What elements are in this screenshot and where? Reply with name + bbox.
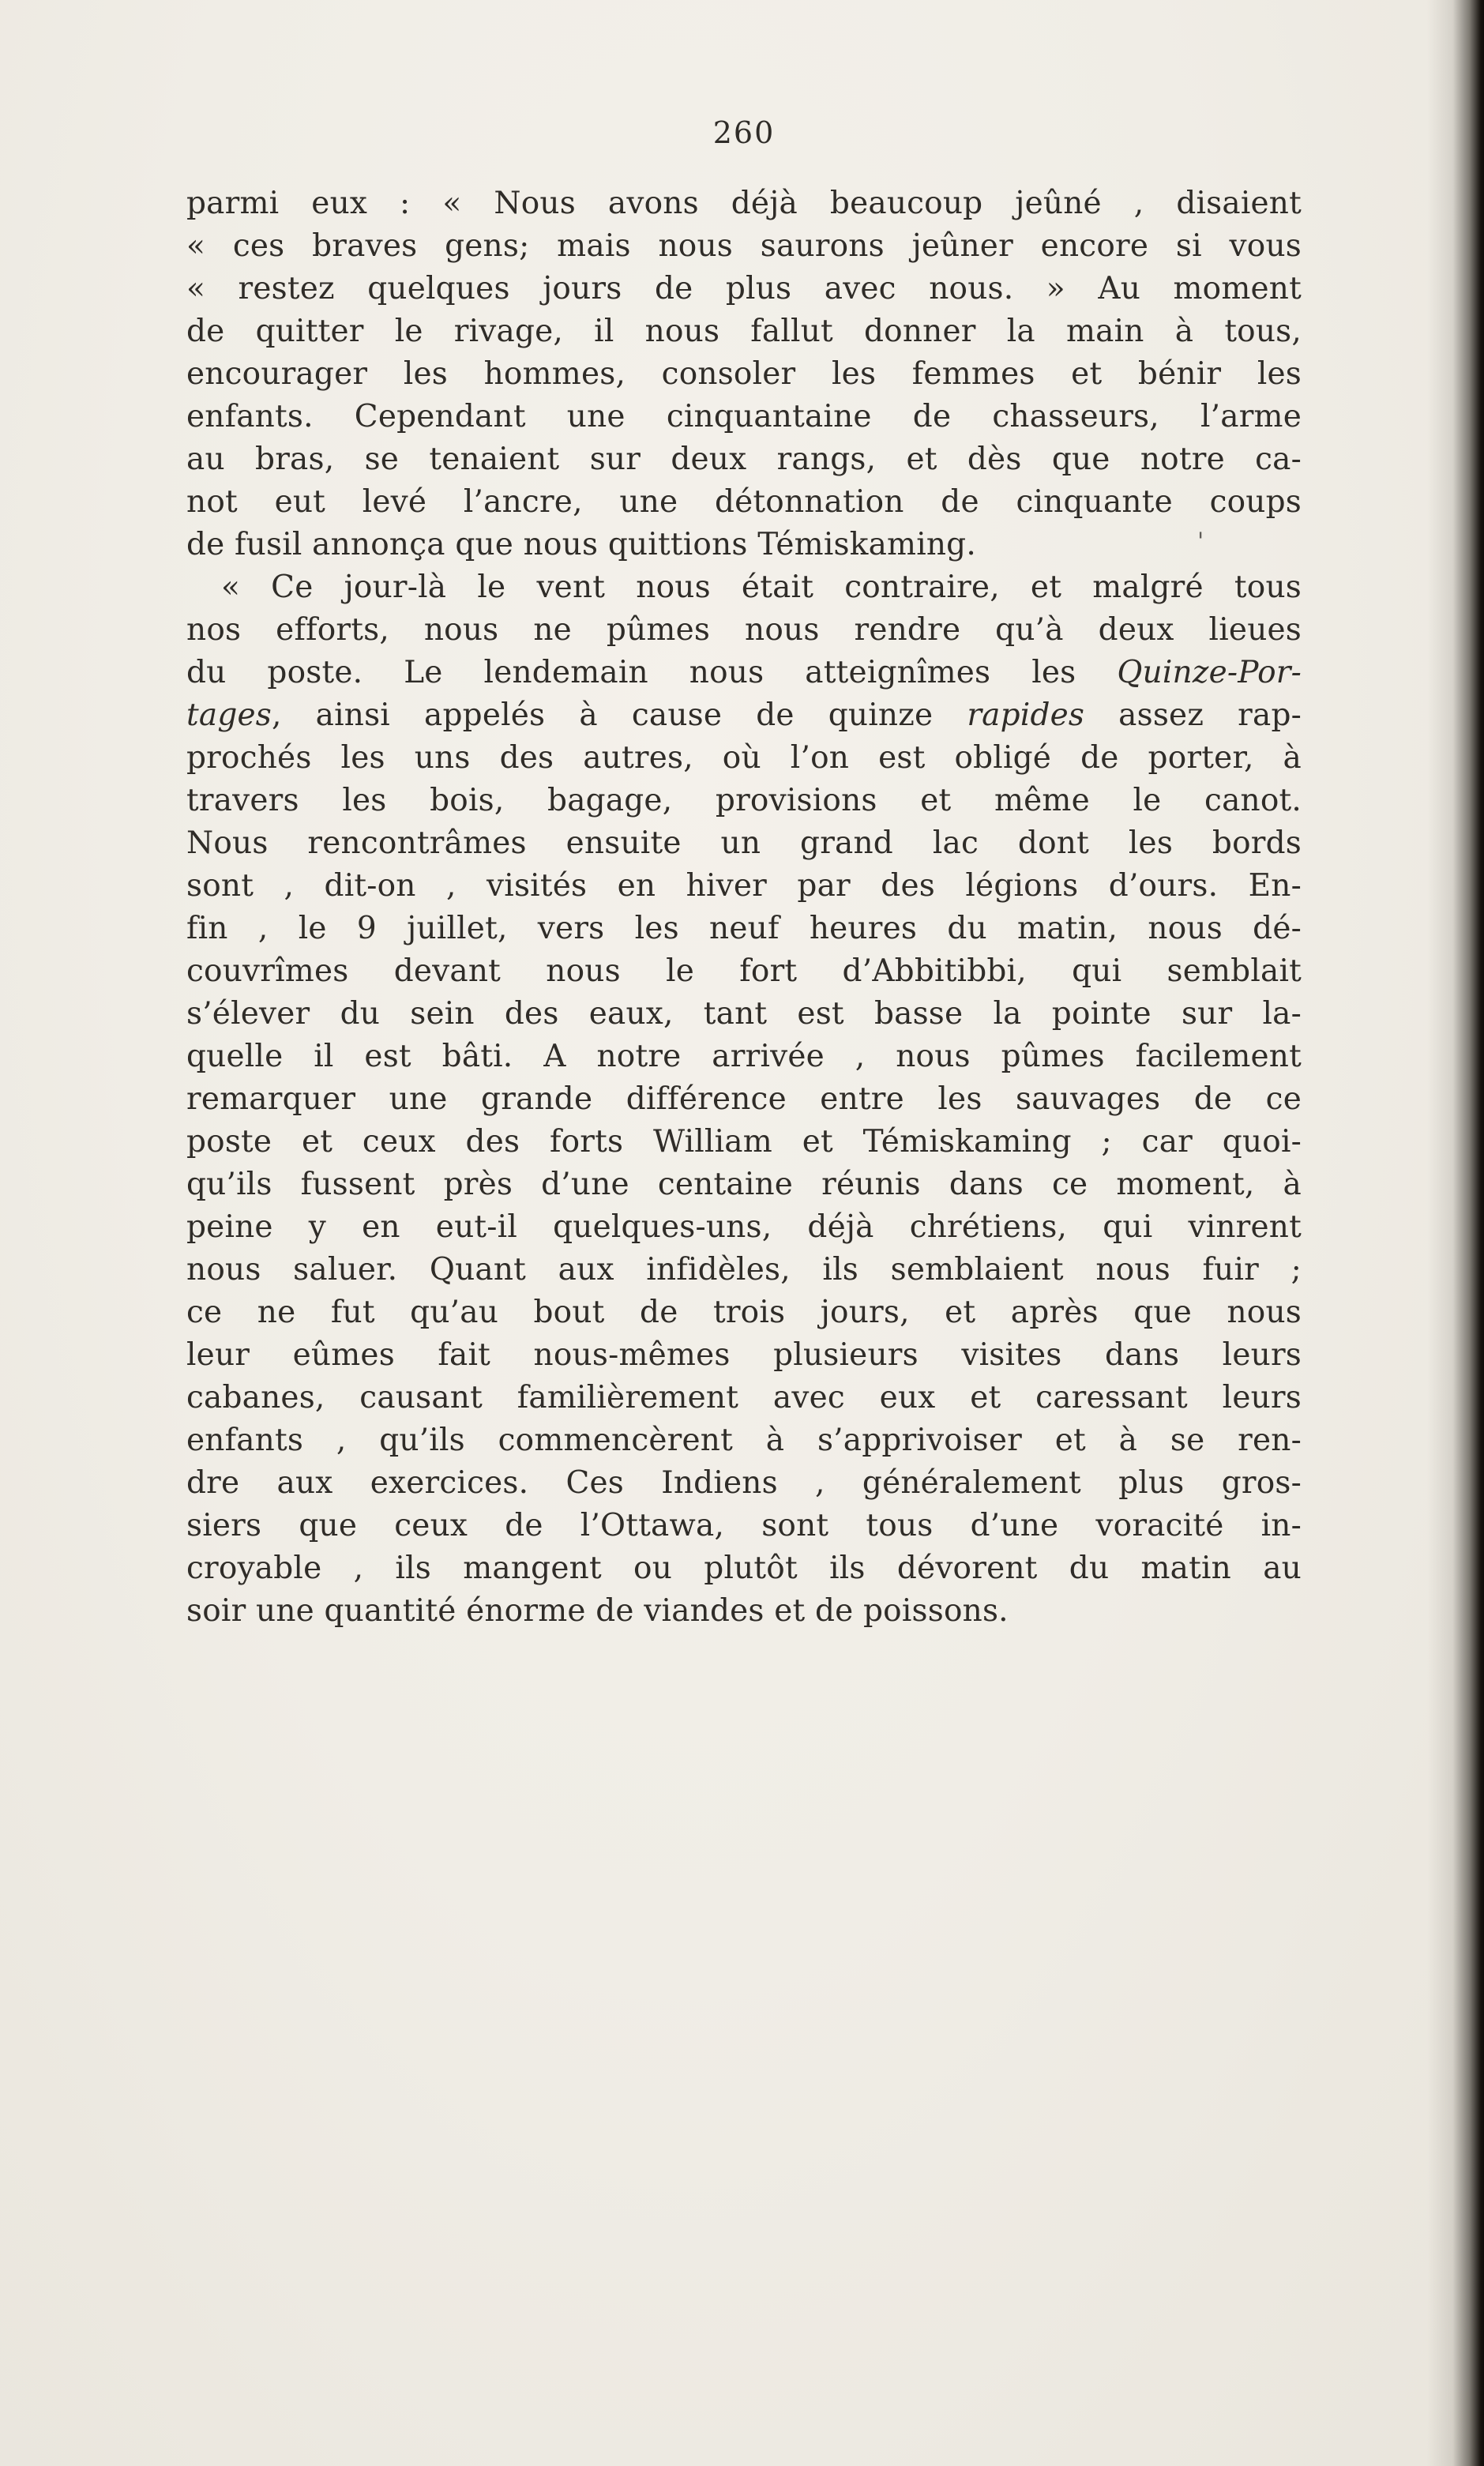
text-segment: enfants , qu’ils commencèrent à s’apprivoiser et à se ren- <box>186 1423 1302 1458</box>
text-line <box>186 1121 1302 1163</box>
text-segment: encourager les hommes, consoler les femmes et bénir les <box>186 356 1302 392</box>
binding-shadow <box>1427 0 1484 2466</box>
text-segment: siers que ceux de l’Ottawa, sont tous d’une voracité in- <box>186 1508 1302 1543</box>
text-segment: de quitter le rivage, il nous fallut donner la main à tous, <box>186 314 1302 349</box>
text-line <box>186 182 1302 225</box>
text-line <box>186 950 1302 993</box>
text-segment: enfants. Cependant une cinquantaine de chasseurs, l’arme <box>186 399 1302 434</box>
text-segment: au bras, se tenaient sur deux rangs, et dès que notre ca- <box>186 442 1302 477</box>
text-line <box>186 908 1302 950</box>
text-line <box>186 1291 1302 1334</box>
text-line <box>186 310 1302 353</box>
italic-text: rapides <box>967 697 1085 733</box>
text-segment: du poste. Le lendemain nous atteignîmes les <box>186 655 1118 690</box>
text-segment: de fusil annonça que nous quittions Témiskaming. <box>186 527 976 562</box>
text-line <box>186 353 1302 396</box>
text-segment: qu’ils fussent près d’une centaine réunis dans ce moment, à <box>186 1167 1302 1202</box>
text-segment: quelle il est bâti. A notre arrivée , nous pûmes facilement <box>186 1039 1302 1074</box>
text-line <box>186 822 1302 865</box>
text-segment: leur eûmes fait nous-mêmes plusieurs visites dans leurs <box>186 1337 1302 1373</box>
text-segment: travers les bois, bagage, provisions et même le canot. <box>186 783 1302 818</box>
text-segment: not eut levé l’ancre, une détonnation de cinquante coups <box>186 484 1302 520</box>
text-line <box>186 268 1302 310</box>
text-segment: peine y en eut-il quelques-uns, déjà chrétiens, qui vinrent <box>186 1209 1302 1245</box>
text-segment: fin , le 9 juillet, vers les neuf heures du matin, nous dé- <box>186 911 1302 946</box>
text-segment: parmi eux : « Nous avons déjà beaucoup jeûné , disaient <box>186 186 1302 221</box>
text-segment: croyable , ils mangent ou plutôt ils dévorent du matin au <box>186 1551 1302 1586</box>
text-line <box>186 1036 1302 1078</box>
text-line <box>186 1590 1302 1633</box>
text-line <box>186 865 1302 908</box>
text-segment: nos efforts, nous ne pûmes nous rendre qu’à deux lieues <box>186 612 1302 648</box>
text-line <box>186 609 1302 652</box>
text-segment: s’élever du sein des eaux, tant est basse la pointe sur la- <box>186 996 1302 1032</box>
text-segment: dre aux exercices. Ces Indiens , généralement plus gros- <box>186 1465 1302 1501</box>
text-line <box>186 1419 1302 1462</box>
text-line <box>186 1163 1302 1206</box>
italic-text: Quinze-Por- <box>1117 655 1302 690</box>
text-line <box>186 566 1302 609</box>
text-line <box>186 652 1302 694</box>
text-line <box>186 780 1302 822</box>
text-segment: « restez quelques jours de plus avec nous. » Au moment <box>186 271 1302 306</box>
page-number: 260 <box>712 115 776 150</box>
page-text <box>186 182 1302 1633</box>
text-line <box>186 1462 1302 1505</box>
text-line <box>186 225 1302 268</box>
text-segment: sont , dit-on , visités en hiver par des légions d’ours. En- <box>186 868 1302 904</box>
text-line <box>186 481 1302 524</box>
text-line <box>186 1505 1302 1547</box>
text-segment: « ces braves gens; mais nous saurons jeûner encore si vous <box>186 228 1302 264</box>
text-segment: ce ne fut qu’au bout de trois jours, et après que nous <box>186 1295 1302 1330</box>
text-segment: Nous rencontrâmes ensuite un grand lac dont les bords <box>186 825 1302 861</box>
text-segment: soir une quantité énorme de viandes et de poissons. <box>186 1593 1009 1629</box>
text-line <box>186 694 1302 737</box>
text-line <box>186 993 1302 1036</box>
text-segment: assez rap- <box>1084 697 1302 733</box>
text-line <box>186 1377 1302 1419</box>
text-segment: prochés les uns des autres, où l’on est obligé de porter, à <box>186 740 1302 776</box>
italic-text: tages <box>186 697 272 733</box>
text-segment: remarquer une grande différence entre les sauvages de ce <box>186 1081 1302 1117</box>
text-line <box>186 1547 1302 1590</box>
text-segment: , ainsi appelés à cause de quinze <box>271 697 967 733</box>
text-line <box>186 1206 1302 1249</box>
text-line <box>186 396 1302 438</box>
text-line <box>186 438 1302 481</box>
text-line <box>186 737 1302 780</box>
text-line <box>186 1249 1302 1291</box>
text-segment: « Ce jour-là le vent nous était contraire, et malgré tous <box>221 570 1302 605</box>
text-line <box>186 524 1302 566</box>
text-line <box>186 1334 1302 1377</box>
text-segment: nous saluer. Quant aux infidèles, ils semblaient nous fuir ; <box>186 1252 1302 1288</box>
text-segment: cabanes, causant familièrement avec eux et caressant leurs <box>186 1380 1302 1415</box>
text-line <box>186 1078 1302 1121</box>
footnote-mark: ' <box>1197 528 1204 555</box>
text-segment: couvrîmes devant nous le fort d’Abbitibbi, qui semblait <box>186 953 1302 989</box>
text-segment: poste et ceux des forts William et Témiskaming ; car quoi- <box>186 1124 1302 1160</box>
